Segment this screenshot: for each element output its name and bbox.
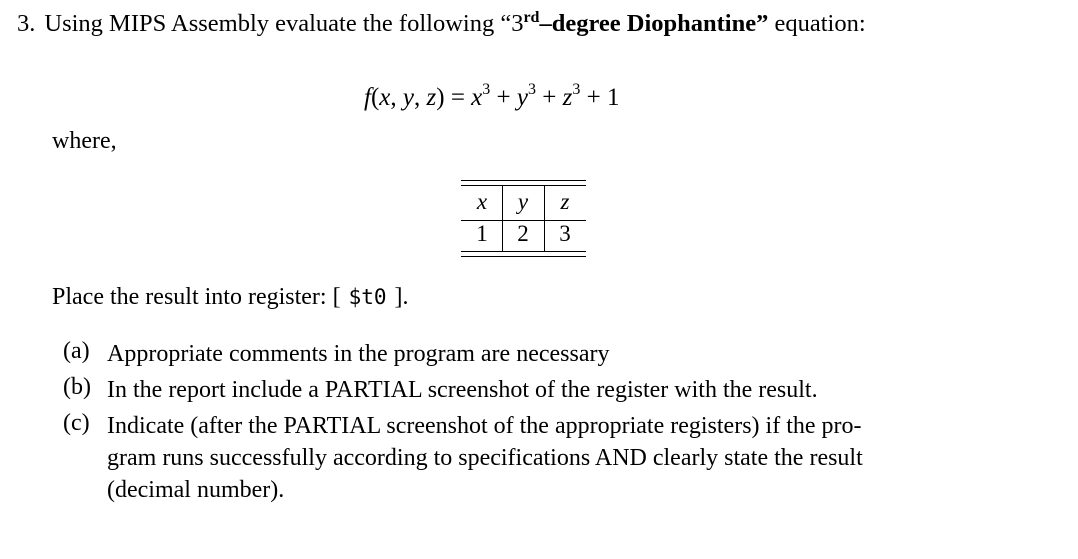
item-text (107, 338, 609, 370)
equation (364, 81, 620, 112)
list-item-b (63, 374, 1043, 408)
item-text (107, 374, 818, 406)
item-line: (decimal number). (107, 477, 285, 503)
item-line: Appropriate comments in the program are necessary (107, 341, 610, 367)
table-bottom-rule-1 (461, 251, 586, 252)
eq-y-exp: 3 (528, 81, 536, 98)
list-item-a (63, 338, 1043, 372)
eq-y: y (402, 84, 414, 111)
eq-z: z (426, 84, 437, 111)
table-top-rule-2 (461, 185, 586, 186)
eq-z-term: z (562, 84, 573, 111)
eq-comma2: , (414, 84, 427, 111)
table-value-z: 3 (559, 221, 571, 246)
table-header-y: y (517, 189, 529, 214)
table-bottom-rule-2 (461, 256, 586, 257)
item-line: In the report include a PARTIAL screenshot of the register with the result. (107, 377, 818, 403)
table-header-z: z (560, 189, 570, 214)
eq-z-exp: 3 (572, 81, 581, 98)
eq-close: ) (436, 84, 445, 111)
eq-func: f (364, 84, 371, 111)
item-text (107, 410, 863, 506)
placement-instruction (52, 284, 409, 311)
placement-after: ]. (388, 284, 409, 310)
question-heading (17, 10, 866, 38)
eq-x-term: x (471, 84, 483, 111)
ordinal-superscript: rd (523, 9, 540, 26)
item-label: (c) (63, 410, 90, 436)
item-line: Indicate (after the PARTIAL screenshot of the appropriate registers) if the pro- (107, 413, 862, 439)
table-value-y: 2 (517, 221, 529, 246)
item-label: (b) (63, 374, 91, 400)
question-text-before: Using MIPS Assembly evaluate the following “3 (44, 10, 524, 37)
list-item-c (63, 410, 1043, 510)
eq-comma1: , (390, 84, 403, 111)
eq-x-exp: 3 (482, 81, 491, 98)
item-label: (a) (63, 338, 90, 364)
question-text-after: equation: (768, 10, 866, 37)
where-label: where, (52, 128, 117, 154)
eq-equals: = (444, 84, 472, 111)
item-line: gram runs successfully according to specifications AND clearly state the result (107, 445, 863, 471)
table-top-rule-1 (461, 180, 586, 181)
eq-plus1: + (490, 84, 517, 111)
question-number: 3. (17, 10, 36, 37)
value-table (461, 180, 586, 256)
question-text-bold: –degree Diophantine” (539, 10, 769, 37)
eq-x: x (379, 84, 391, 111)
table-value-x: 1 (476, 221, 488, 246)
register-name: $t0 (348, 285, 387, 309)
placement-before: Place the result into register: [ (52, 284, 347, 310)
eq-y-term: y (516, 84, 528, 111)
eq-plus2: + (536, 84, 563, 111)
eq-plus3: + (580, 84, 607, 111)
table-header-x: x (476, 189, 488, 214)
eq-open: ( (370, 84, 380, 111)
eq-constant: 1 (606, 84, 620, 111)
